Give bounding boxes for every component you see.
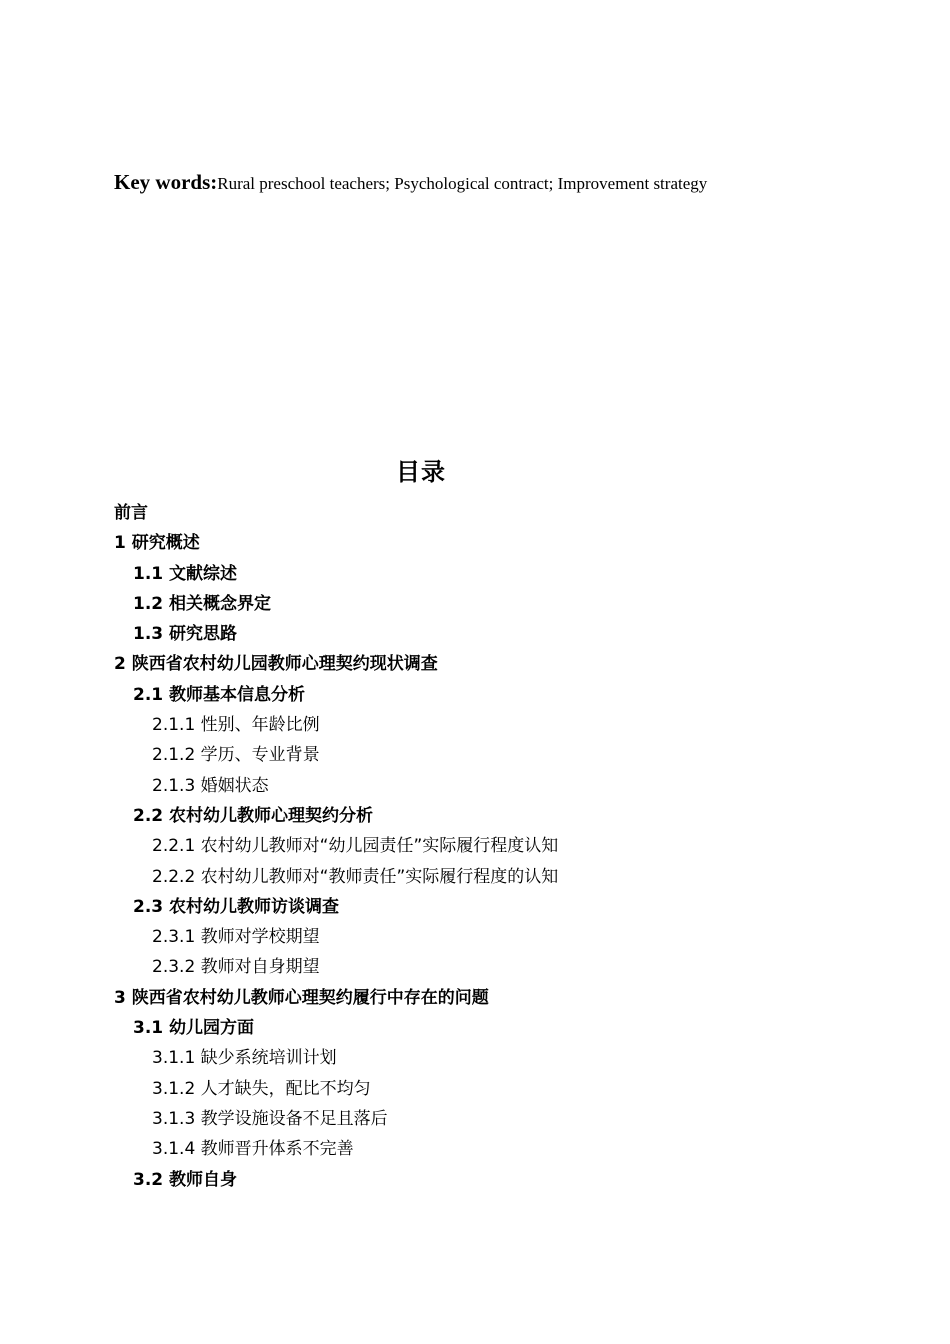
toc-entry[interactable]: 2.1.3 婚姻状态 [152, 775, 269, 796]
toc-entry[interactable]: 1 研究概述 [114, 533, 200, 554]
toc-entry[interactable]: 1.1 文献综述 [133, 563, 238, 584]
toc-entry[interactable]: 1.2 相关概念界定 [133, 593, 272, 614]
toc-entry[interactable]: 3.1.3 教学设施设备不足且落后 [152, 1108, 388, 1129]
toc-entry[interactable]: 前言 [114, 503, 148, 523]
toc-entry[interactable]: 1.3 研究思路 [133, 624, 238, 645]
toc-entry[interactable]: 3.1.2 人才缺失，配比不均匀 [152, 1078, 371, 1099]
toc-entry[interactable]: 2.2.2 农村幼儿教师对“教师责任”实际履行程度的认知 [152, 866, 559, 887]
table-of-contents [0, 498, 950, 1195]
toc-entry[interactable]: 3.1.1 缺少系统培训计划 [152, 1048, 337, 1069]
toc-entry[interactable]: 2.2.1 农村幼儿教师对“幼儿园责任”实际履行程度认知 [152, 836, 559, 857]
toc-entry[interactable]: 2.1.2 学历、专业背景 [152, 745, 320, 766]
keywords-line [114, 170, 707, 195]
toc-entry[interactable]: 3 陕西省农村幼儿教师心理契约履行中存在的问题 [114, 987, 489, 1008]
toc-entry[interactable]: 2.3.1 教师对学校期望 [152, 927, 320, 948]
toc-title: 目录 [396, 458, 446, 486]
toc-entry[interactable]: 2.3.2 教师对自身期望 [152, 957, 320, 978]
toc-entry[interactable]: 2.1.1 性别、年龄比例 [152, 715, 320, 736]
toc-entry[interactable]: 3.2 教师自身 [133, 1169, 238, 1190]
toc-entry[interactable]: 2 陕西省农村幼儿园教师心理契约现状调查 [114, 654, 438, 675]
toc-entry[interactable]: 3.1 幼儿园方面 [133, 1018, 255, 1039]
toc-entry[interactable]: 2.2 农村幼儿教师心理契约分析 [133, 805, 374, 826]
keywords-label: Key words: [114, 170, 218, 194]
toc-entry[interactable]: 3.1.4 教师晋升体系不完善 [152, 1139, 354, 1160]
keywords-text: Rural preschool teachers; Psychological contract; Improvement strategy [217, 174, 708, 193]
toc-entry[interactable]: 2.1 教师基本信息分析 [133, 684, 306, 705]
toc-entry[interactable]: 2.3 农村幼儿教师访谈调查 [133, 896, 340, 917]
